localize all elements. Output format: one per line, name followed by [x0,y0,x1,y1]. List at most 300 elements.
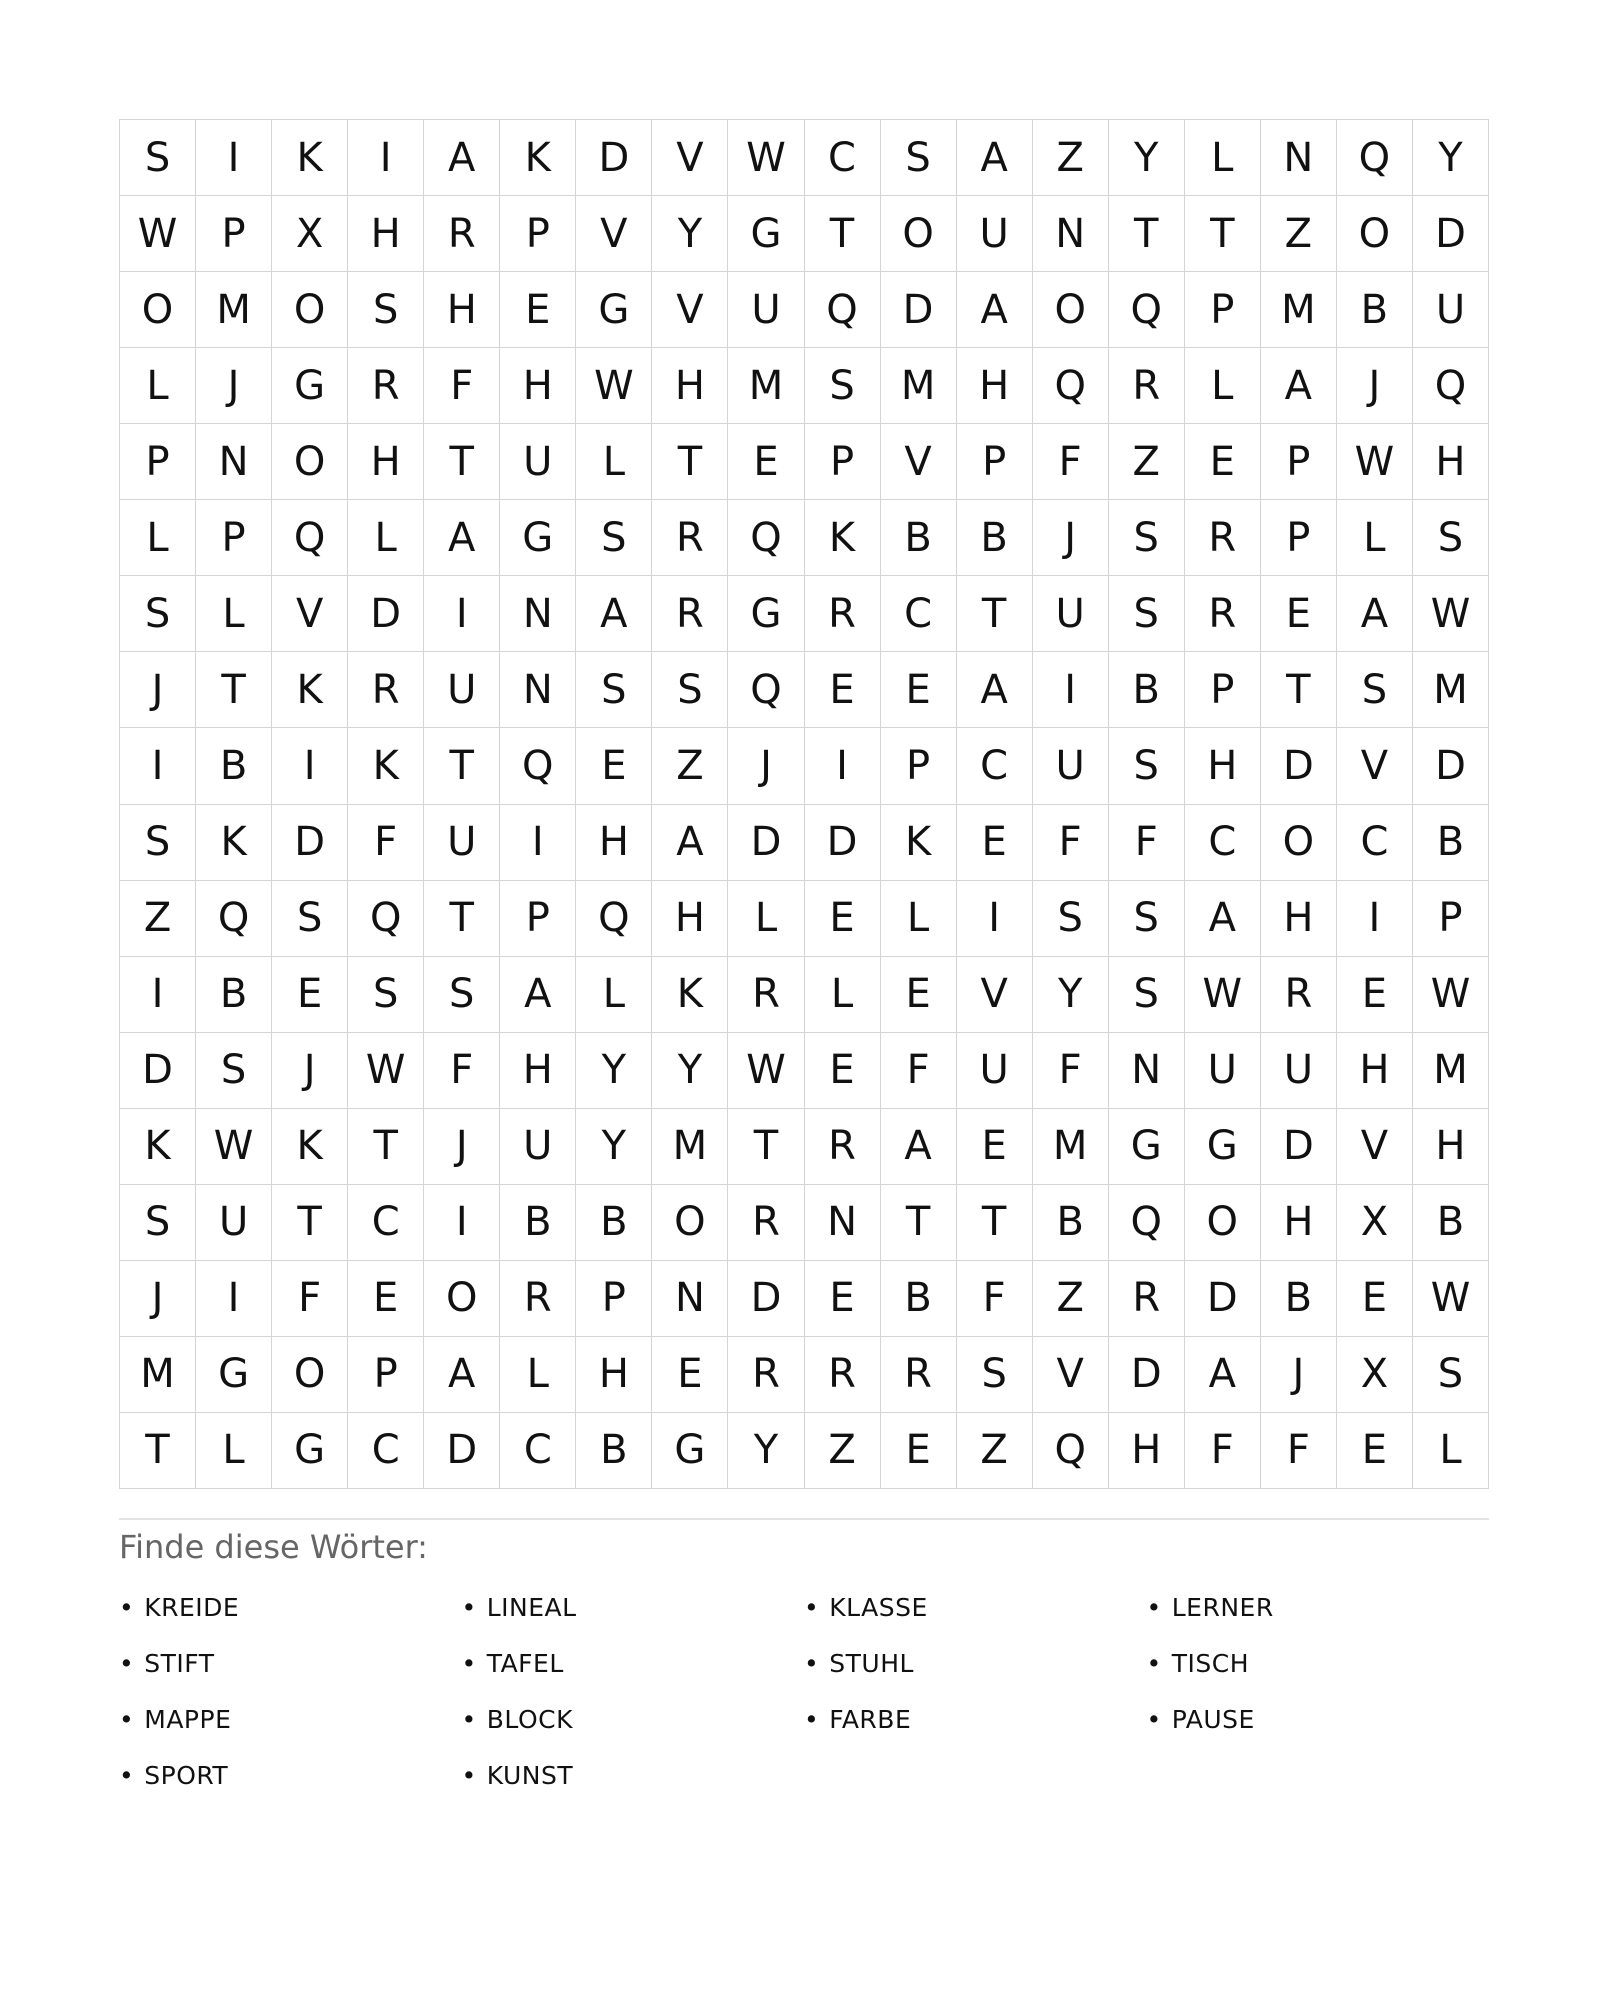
grid-cell[interactable]: O [272,424,348,500]
grid-cell[interactable]: X [1337,1337,1413,1413]
grid-cell[interactable]: T [805,196,881,272]
grid-cell[interactable]: T [652,424,728,500]
grid-cell[interactable]: E [805,881,881,957]
grid-cell[interactable]: S [1109,957,1185,1033]
grid-cell[interactable]: D [424,1413,500,1489]
grid-cell[interactable]: P [881,728,957,804]
grid-cell[interactable]: K [120,1109,196,1185]
grid-cell[interactable]: I [196,1261,272,1337]
grid-cell[interactable]: P [1261,500,1337,576]
grid-cell[interactable]: N [1261,120,1337,196]
grid-cell[interactable]: E [652,1337,728,1413]
grid-cell[interactable]: E [1337,1413,1413,1489]
grid-cell[interactable]: F [957,1261,1033,1337]
grid-cell[interactable]: Y [728,1413,804,1489]
grid-cell[interactable]: T [196,652,272,728]
grid-cell[interactable]: F [1033,1033,1109,1109]
grid-cell[interactable]: D [1109,1337,1185,1413]
grid-cell[interactable]: M [120,1337,196,1413]
grid-cell[interactable]: P [196,196,272,272]
grid-cell[interactable]: P [957,424,1033,500]
grid-cell[interactable]: O [1337,196,1413,272]
grid-cell[interactable]: T [120,1413,196,1489]
grid-cell[interactable]: W [1413,1261,1489,1337]
grid-cell[interactable]: E [272,957,348,1033]
grid-cell[interactable]: G [728,196,804,272]
grid-cell[interactable]: R [348,652,424,728]
grid-cell[interactable]: U [1261,1033,1337,1109]
grid-cell[interactable]: K [272,1109,348,1185]
grid-cell[interactable]: N [500,576,576,652]
grid-cell[interactable]: D [1185,1261,1261,1337]
grid-cell[interactable]: U [1413,272,1489,348]
grid-cell[interactable]: I [348,120,424,196]
grid-cell[interactable]: Q [500,728,576,804]
grid-cell[interactable]: G [1185,1109,1261,1185]
grid-cell[interactable]: H [1413,424,1489,500]
grid-cell[interactable]: O [424,1261,500,1337]
grid-cell[interactable]: W [728,1033,804,1109]
grid-cell[interactable]: E [881,1413,957,1489]
grid-cell[interactable]: U [1033,728,1109,804]
grid-cell[interactable]: H [500,348,576,424]
grid-cell[interactable]: O [272,272,348,348]
grid-cell[interactable]: E [1337,957,1413,1033]
grid-cell[interactable]: K [881,805,957,881]
grid-cell[interactable]: Z [1109,424,1185,500]
grid-cell[interactable]: L [576,424,652,500]
grid-cell[interactable]: G [196,1337,272,1413]
grid-cell[interactable]: Z [1261,196,1337,272]
grid-cell[interactable]: S [957,1337,1033,1413]
grid-cell[interactable]: S [652,652,728,728]
grid-cell[interactable]: U [957,1033,1033,1109]
grid-cell[interactable]: I [120,957,196,1033]
grid-cell[interactable]: D [1413,196,1489,272]
grid-cell[interactable]: N [1109,1033,1185,1109]
grid-cell[interactable]: S [120,120,196,196]
grid-cell[interactable]: I [424,1185,500,1261]
grid-cell[interactable]: H [1261,1185,1337,1261]
grid-cell[interactable]: L [1185,348,1261,424]
grid-cell[interactable]: V [652,272,728,348]
grid-cell[interactable]: V [1337,1109,1413,1185]
grid-cell[interactable]: J [424,1109,500,1185]
grid-cell[interactable]: G [652,1413,728,1489]
grid-cell[interactable]: S [1033,881,1109,957]
grid-cell[interactable]: Z [1033,1261,1109,1337]
grid-cell[interactable]: T [272,1185,348,1261]
grid-cell[interactable]: O [1033,272,1109,348]
grid-cell[interactable]: B [1109,652,1185,728]
grid-cell[interactable]: H [576,805,652,881]
grid-cell[interactable]: R [424,196,500,272]
grid-cell[interactable]: E [576,728,652,804]
grid-cell[interactable]: D [120,1033,196,1109]
grid-cell[interactable]: E [881,652,957,728]
grid-cell[interactable]: S [120,805,196,881]
grid-cell[interactable]: R [652,576,728,652]
grid-cell[interactable]: S [120,576,196,652]
grid-cell[interactable]: N [1033,196,1109,272]
grid-cell[interactable]: V [1337,728,1413,804]
grid-cell[interactable]: Q [576,881,652,957]
grid-cell[interactable]: G [728,576,804,652]
grid-cell[interactable]: I [196,120,272,196]
grid-cell[interactable]: P [1261,424,1337,500]
grid-cell[interactable]: O [652,1185,728,1261]
grid-cell[interactable]: B [881,1261,957,1337]
grid-cell[interactable]: C [805,120,881,196]
grid-cell[interactable]: D [576,120,652,196]
grid-cell[interactable]: S [424,957,500,1033]
grid-cell[interactable]: H [1337,1033,1413,1109]
grid-cell[interactable]: P [196,500,272,576]
grid-cell[interactable]: P [805,424,881,500]
grid-cell[interactable]: Q [1109,272,1185,348]
grid-cell[interactable]: E [805,1261,881,1337]
grid-cell[interactable]: Y [1033,957,1109,1033]
grid-cell[interactable]: F [1033,424,1109,500]
grid-cell[interactable]: U [500,1109,576,1185]
grid-cell[interactable]: Q [1033,348,1109,424]
grid-cell[interactable]: L [881,881,957,957]
grid-cell[interactable]: I [272,728,348,804]
grid-cell[interactable]: R [1109,348,1185,424]
grid-cell[interactable]: P [500,881,576,957]
grid-cell[interactable]: D [728,1261,804,1337]
grid-cell[interactable]: Z [805,1413,881,1489]
grid-cell[interactable]: J [120,652,196,728]
grid-cell[interactable]: D [728,805,804,881]
grid-cell[interactable]: B [576,1413,652,1489]
grid-cell[interactable]: S [576,500,652,576]
grid-cell[interactable]: B [881,500,957,576]
grid-cell[interactable]: E [957,805,1033,881]
grid-cell[interactable]: F [1033,805,1109,881]
grid-cell[interactable]: Q [348,881,424,957]
grid-cell[interactable]: C [957,728,1033,804]
grid-cell[interactable]: E [881,957,957,1033]
grid-cell[interactable]: B [576,1185,652,1261]
grid-cell[interactable]: Z [652,728,728,804]
grid-cell[interactable]: P [500,196,576,272]
grid-cell[interactable]: J [1261,1337,1337,1413]
grid-cell[interactable]: F [1185,1413,1261,1489]
grid-cell[interactable]: E [728,424,804,500]
grid-cell[interactable]: G [272,348,348,424]
grid-cell[interactable]: Y [576,1109,652,1185]
grid-cell[interactable]: Z [120,881,196,957]
grid-cell[interactable]: A [881,1109,957,1185]
grid-cell[interactable]: H [1185,728,1261,804]
grid-cell[interactable]: C [348,1185,424,1261]
grid-cell[interactable]: L [120,348,196,424]
grid-cell[interactable]: A [424,500,500,576]
grid-cell[interactable]: Y [1109,120,1185,196]
grid-cell[interactable]: B [1033,1185,1109,1261]
grid-cell[interactable]: K [652,957,728,1033]
grid-cell[interactable]: D [1261,728,1337,804]
grid-cell[interactable]: A [424,120,500,196]
grid-cell[interactable]: R [805,576,881,652]
grid-cell[interactable]: P [1413,881,1489,957]
grid-cell[interactable]: R [1185,500,1261,576]
grid-cell[interactable]: J [120,1261,196,1337]
grid-cell[interactable]: V [652,120,728,196]
grid-cell[interactable]: Z [1033,120,1109,196]
grid-cell[interactable]: S [120,1185,196,1261]
grid-cell[interactable]: S [196,1033,272,1109]
grid-cell[interactable]: G [576,272,652,348]
grid-cell[interactable]: L [1185,120,1261,196]
grid-cell[interactable]: R [805,1337,881,1413]
grid-cell[interactable]: S [348,272,424,348]
grid-cell[interactable]: I [805,728,881,804]
grid-cell[interactable]: E [805,652,881,728]
grid-cell[interactable]: P [576,1261,652,1337]
grid-cell[interactable]: U [196,1185,272,1261]
grid-cell[interactable]: W [576,348,652,424]
grid-cell[interactable]: H [1261,881,1337,957]
grid-cell[interactable]: S [1337,652,1413,728]
grid-cell[interactable]: M [196,272,272,348]
grid-cell[interactable]: K [196,805,272,881]
grid-cell[interactable]: H [424,272,500,348]
grid-cell[interactable]: D [1261,1109,1337,1185]
grid-cell[interactable]: H [348,196,424,272]
grid-cell[interactable]: H [500,1033,576,1109]
grid-cell[interactable]: L [348,500,424,576]
grid-cell[interactable]: S [576,652,652,728]
grid-cell[interactable]: R [805,1109,881,1185]
grid-cell[interactable]: I [1337,881,1413,957]
grid-cell[interactable]: H [957,348,1033,424]
grid-cell[interactable]: A [1261,348,1337,424]
grid-cell[interactable]: U [1033,576,1109,652]
grid-cell[interactable]: K [272,652,348,728]
grid-cell[interactable]: E [1261,576,1337,652]
grid-cell[interactable]: F [881,1033,957,1109]
grid-cell[interactable]: I [424,576,500,652]
grid-cell[interactable]: E [1185,424,1261,500]
grid-cell[interactable]: L [120,500,196,576]
grid-cell[interactable]: T [881,1185,957,1261]
grid-cell[interactable]: O [1185,1185,1261,1261]
grid-cell[interactable]: B [957,500,1033,576]
grid-cell[interactable]: W [196,1109,272,1185]
grid-cell[interactable]: H [348,424,424,500]
grid-cell[interactable]: J [272,1033,348,1109]
grid-cell[interactable]: M [881,348,957,424]
grid-cell[interactable]: O [1261,805,1337,881]
grid-cell[interactable]: H [652,348,728,424]
grid-cell[interactable]: P [1185,272,1261,348]
grid-cell[interactable]: Q [805,272,881,348]
grid-cell[interactable]: E [348,1261,424,1337]
grid-cell[interactable]: S [1413,500,1489,576]
grid-cell[interactable]: S [881,120,957,196]
grid-cell[interactable]: S [1109,881,1185,957]
grid-cell[interactable]: N [196,424,272,500]
grid-cell[interactable]: A [424,1337,500,1413]
grid-cell[interactable]: V [272,576,348,652]
grid-cell[interactable]: K [500,120,576,196]
grid-cell[interactable]: T [424,424,500,500]
grid-cell[interactable]: O [120,272,196,348]
grid-cell[interactable]: Q [1337,120,1413,196]
grid-cell[interactable]: U [957,196,1033,272]
grid-cell[interactable]: W [120,196,196,272]
grid-cell[interactable]: L [1337,500,1413,576]
grid-cell[interactable]: R [652,500,728,576]
grid-cell[interactable]: A [1185,881,1261,957]
grid-cell[interactable]: N [652,1261,728,1337]
grid-cell[interactable]: B [1261,1261,1337,1337]
grid-cell[interactable]: E [957,1109,1033,1185]
grid-cell[interactable]: B [1413,805,1489,881]
grid-cell[interactable]: F [424,348,500,424]
grid-cell[interactable]: M [1261,272,1337,348]
grid-cell[interactable]: L [576,957,652,1033]
grid-cell[interactable]: S [1413,1337,1489,1413]
grid-cell[interactable]: L [1413,1413,1489,1489]
grid-cell[interactable]: T [957,576,1033,652]
grid-cell[interactable]: H [1109,1413,1185,1489]
grid-cell[interactable]: V [957,957,1033,1033]
grid-cell[interactable]: M [1033,1109,1109,1185]
grid-cell[interactable]: A [652,805,728,881]
grid-cell[interactable]: K [272,120,348,196]
grid-cell[interactable]: B [1337,272,1413,348]
grid-cell[interactable]: A [957,652,1033,728]
grid-cell[interactable]: W [1337,424,1413,500]
grid-cell[interactable]: C [348,1413,424,1489]
grid-cell[interactable]: T [1109,196,1185,272]
grid-cell[interactable]: N [500,652,576,728]
grid-cell[interactable]: W [1185,957,1261,1033]
grid-cell[interactable]: Q [196,881,272,957]
grid-cell[interactable]: Y [576,1033,652,1109]
grid-cell[interactable]: P [120,424,196,500]
grid-cell[interactable]: I [1033,652,1109,728]
grid-cell[interactable]: M [1413,1033,1489,1109]
grid-cell[interactable]: D [805,805,881,881]
grid-cell[interactable]: B [500,1185,576,1261]
grid-cell[interactable]: M [652,1109,728,1185]
grid-cell[interactable]: U [728,272,804,348]
grid-cell[interactable]: W [1413,576,1489,652]
grid-cell[interactable]: I [120,728,196,804]
grid-cell[interactable]: X [272,196,348,272]
grid-cell[interactable]: S [272,881,348,957]
grid-cell[interactable]: L [196,1413,272,1489]
grid-cell[interactable]: H [576,1337,652,1413]
grid-cell[interactable]: J [1033,500,1109,576]
grid-cell[interactable]: T [1261,652,1337,728]
grid-cell[interactable]: L [805,957,881,1033]
grid-cell[interactable]: T [348,1109,424,1185]
grid-cell[interactable]: D [272,805,348,881]
grid-cell[interactable]: L [728,881,804,957]
grid-cell[interactable]: A [1185,1337,1261,1413]
grid-cell[interactable]: T [957,1185,1033,1261]
grid-cell[interactable]: C [881,576,957,652]
grid-cell[interactable]: B [196,957,272,1033]
grid-cell[interactable]: W [348,1033,424,1109]
grid-cell[interactable]: V [881,424,957,500]
grid-cell[interactable]: Q [1109,1185,1185,1261]
grid-cell[interactable]: R [1185,576,1261,652]
grid-cell[interactable]: S [348,957,424,1033]
grid-cell[interactable]: T [728,1109,804,1185]
grid-cell[interactable]: J [196,348,272,424]
grid-cell[interactable]: O [272,1337,348,1413]
grid-cell[interactable]: R [1261,957,1337,1033]
grid-cell[interactable]: T [424,728,500,804]
grid-cell[interactable]: F [1261,1413,1337,1489]
grid-cell[interactable]: G [500,500,576,576]
grid-cell[interactable]: H [652,881,728,957]
grid-cell[interactable]: Q [272,500,348,576]
grid-cell[interactable]: M [1413,652,1489,728]
grid-cell[interactable]: R [1109,1261,1185,1337]
grid-cell[interactable]: K [805,500,881,576]
grid-cell[interactable]: S [805,348,881,424]
grid-cell[interactable]: B [1413,1185,1489,1261]
grid-cell[interactable]: K [348,728,424,804]
grid-cell[interactable]: U [1185,1033,1261,1109]
grid-cell[interactable]: Y [652,196,728,272]
grid-cell[interactable]: I [500,805,576,881]
grid-cell[interactable]: U [424,652,500,728]
grid-cell[interactable]: L [196,576,272,652]
grid-cell[interactable]: W [1413,957,1489,1033]
grid-cell[interactable]: A [576,576,652,652]
grid-cell[interactable]: Q [1413,348,1489,424]
grid-cell[interactable]: M [728,348,804,424]
grid-cell[interactable]: X [1337,1185,1413,1261]
grid-cell[interactable]: L [500,1337,576,1413]
grid-cell[interactable]: R [728,1185,804,1261]
grid-cell[interactable]: I [957,881,1033,957]
grid-cell[interactable]: T [424,881,500,957]
grid-cell[interactable]: D [348,576,424,652]
grid-cell[interactable]: P [1185,652,1261,728]
grid-cell[interactable]: R [728,957,804,1033]
grid-cell[interactable]: G [272,1413,348,1489]
grid-cell[interactable]: V [576,196,652,272]
grid-cell[interactable]: R [728,1337,804,1413]
grid-cell[interactable]: O [881,196,957,272]
grid-cell[interactable]: E [500,272,576,348]
grid-cell[interactable]: G [1109,1109,1185,1185]
grid-cell[interactable]: Y [652,1033,728,1109]
grid-cell[interactable]: W [728,120,804,196]
grid-cell[interactable]: D [881,272,957,348]
grid-cell[interactable]: Q [728,652,804,728]
grid-cell[interactable]: S [1109,576,1185,652]
grid-cell[interactable]: V [1033,1337,1109,1413]
grid-cell[interactable]: C [500,1413,576,1489]
grid-cell[interactable]: R [500,1261,576,1337]
grid-cell[interactable]: S [1109,728,1185,804]
grid-cell[interactable]: T [1185,196,1261,272]
grid-cell[interactable]: U [500,424,576,500]
grid-cell[interactable]: C [1337,805,1413,881]
grid-cell[interactable]: R [348,348,424,424]
grid-cell[interactable]: Q [1033,1413,1109,1489]
